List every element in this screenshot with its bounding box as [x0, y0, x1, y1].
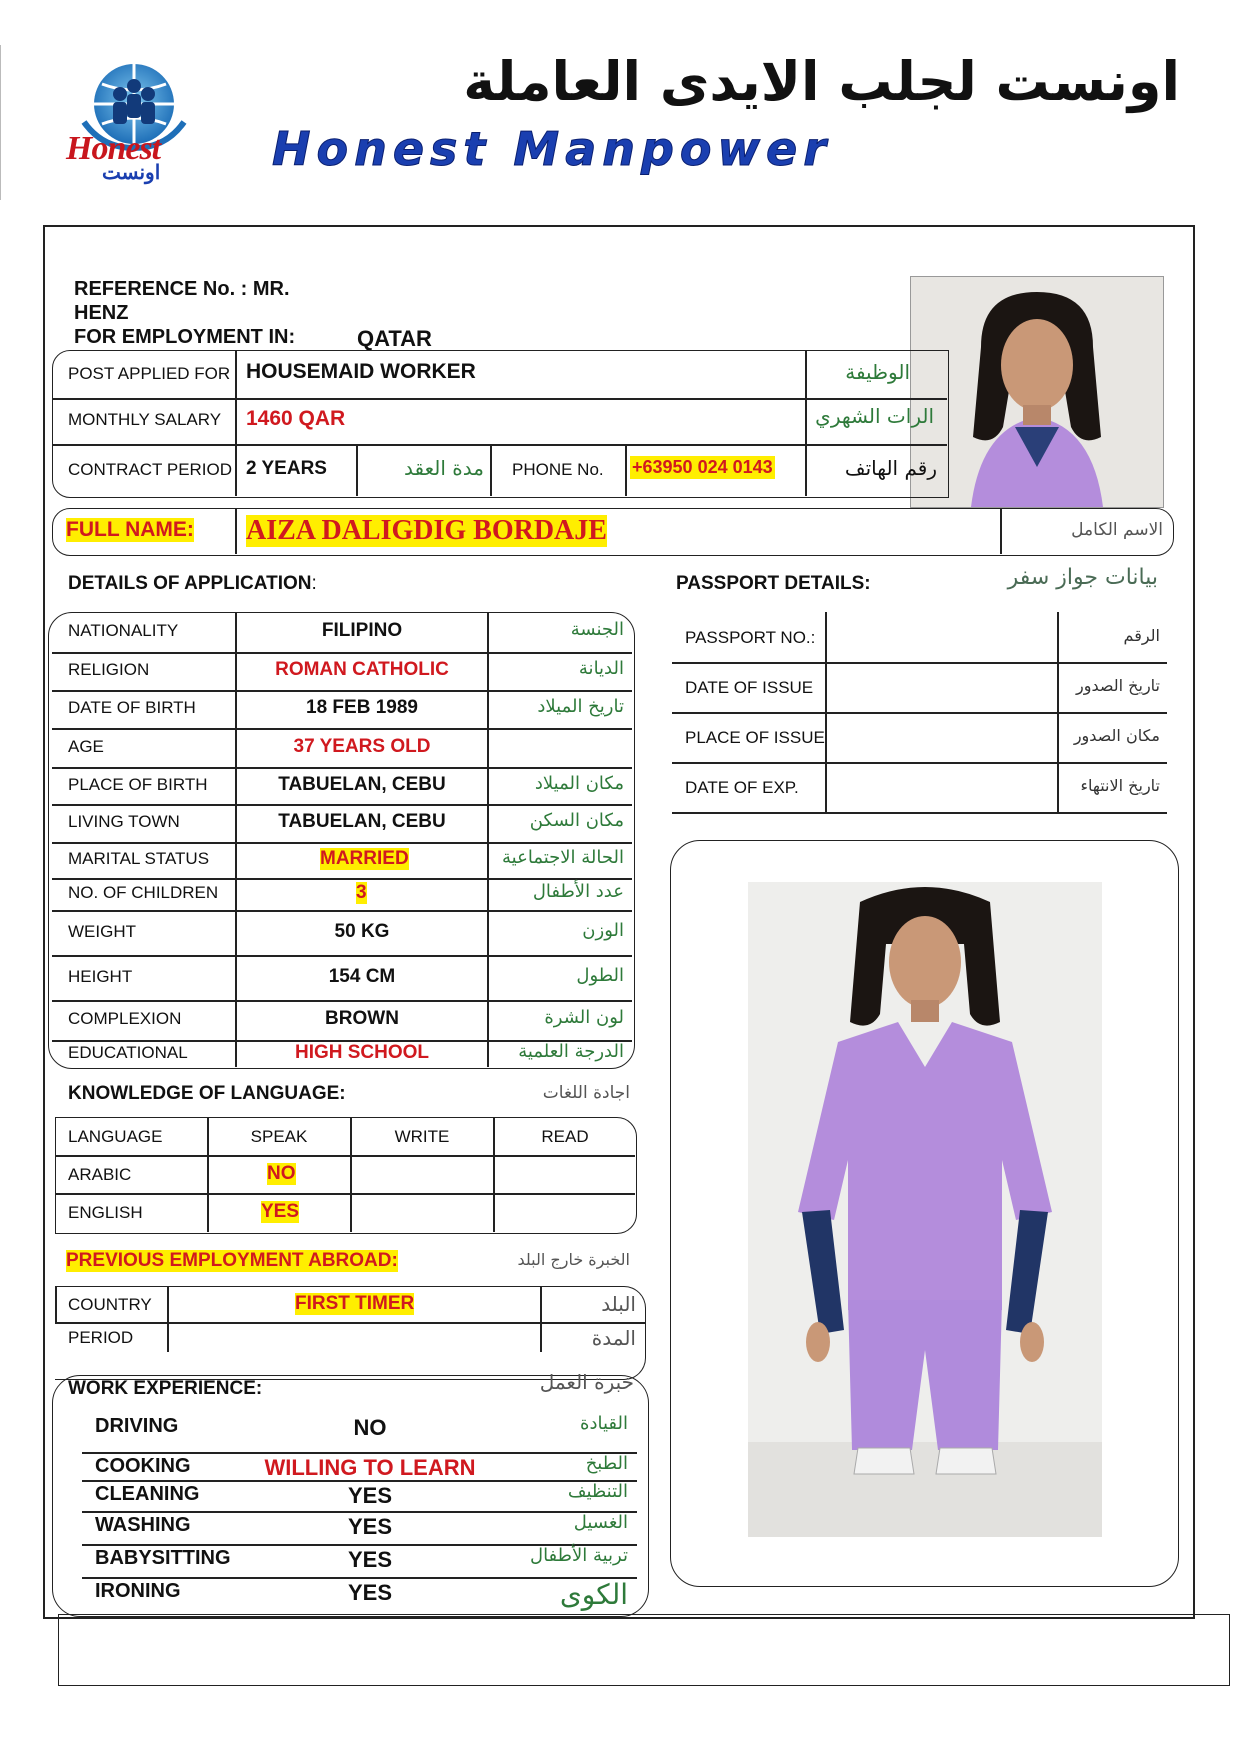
reference-line2: HENZ [74, 302, 129, 324]
country-value: FIRST TIMER [295, 1293, 415, 1314]
application-row-value: 37 YEARS OLD [293, 735, 431, 757]
application-row-value: HIGH SCHOOL [294, 1041, 430, 1063]
application-row-label: NO. OF CHILDREN [68, 883, 219, 902]
application-row-label: MARITAL STATUS [68, 849, 210, 868]
post-value: HOUSEMAID WORKER [246, 360, 476, 383]
company-logo [62, 62, 212, 187]
previous-employment-title: PREVIOUS EMPLOYMENT ABROAD: [66, 1250, 398, 1271]
passport-row-label: PASSPORT NO.: [685, 628, 816, 647]
language-row-speak: NO [267, 1163, 296, 1184]
post-label: POST APPLIED FOR [68, 364, 231, 383]
work-row-value: NO [353, 1415, 387, 1440]
passport-row-divider [672, 812, 1167, 814]
phone-arabic: رقم الهاتف [844, 456, 937, 480]
post-arabic: الوظيفة [845, 360, 910, 384]
application-row-value: MARRIED [320, 848, 409, 869]
application-row-arabic: الوزن [582, 919, 624, 941]
application-row-value: ROMAN CATHOLIC [275, 659, 449, 680]
passport-row-divider [672, 662, 1167, 664]
application-row-arabic: الديانة [578, 658, 624, 679]
application-row-label: PLACE OF BIRTH [68, 774, 208, 794]
application-row-arabic: مكان السكن [529, 810, 624, 831]
period-arabic: المدة [591, 1326, 636, 1350]
language-row-name: ARABIC [68, 1165, 132, 1184]
work-row-value: YES [347, 1514, 393, 1539]
work-row-arabic: الغسيل [573, 1512, 628, 1533]
work-row-label: DRIVING [95, 1415, 179, 1437]
application-row-label: HEIGHT [68, 966, 133, 986]
country-label: COUNTRY [68, 1295, 152, 1314]
language-header: LANGUAGE [68, 1127, 163, 1146]
application-row-divider [52, 1000, 632, 1002]
period-label: PERIOD [68, 1328, 134, 1347]
language-title-arabic: اجادة اللغات [542, 1083, 630, 1103]
work-row-label: BABYSITTING [95, 1547, 231, 1569]
application-row-divider [52, 767, 632, 769]
previous-employment-arabic: الخبرة خارج البلد [517, 1250, 630, 1269]
application-row-label: NATIONALITY [68, 621, 179, 640]
application-row-divider [52, 652, 632, 654]
application-title-text: DETAILS OF APPLICATION [68, 573, 312, 594]
full-name-value: AIZA DALIGDIG BORDAJE [246, 515, 607, 546]
application-row-label: LIVING TOWN [68, 812, 180, 831]
application-row-arabic: الدرجة العلمية [518, 1040, 624, 1062]
language-row-name: ENGLISH [68, 1203, 143, 1222]
work-row-value: YES [347, 1547, 393, 1572]
application-row-value: TABUELAN, CEBU [278, 773, 446, 795]
work-row-arabic: الطبخ [585, 1453, 628, 1474]
work-row-arabic: القيادة [580, 1413, 628, 1434]
application-row-value: BROWN [325, 1008, 399, 1029]
passport-title: PASSPORT DETAILS: [676, 573, 871, 594]
passport-row-arabic: الرقم [1123, 626, 1160, 645]
salary-label: MONTHLY SALARY [68, 410, 222, 429]
application-row-arabic: الجنسة [570, 619, 624, 640]
application-row-value: 154 CM [328, 965, 396, 987]
full-name-label: FULL NAME: [66, 518, 194, 541]
application-row-arabic: الطول [576, 964, 624, 986]
work-row-label: COOKING [95, 1455, 191, 1477]
application-row-value: 3 [356, 882, 367, 903]
phone-label: PHONE No. [512, 460, 604, 479]
salary-value: 1460 QAR [246, 407, 346, 430]
application-row-value: 18 FEB 1989 [306, 697, 418, 718]
full-body-photo [748, 882, 1102, 1537]
country-arabic: البلد [601, 1292, 636, 1316]
work-experience-title: WORK EXPERIENCE: [68, 1378, 263, 1399]
application-row-divider [52, 910, 632, 912]
application-row-arabic: عدد الأطفال [532, 881, 624, 902]
work-row-arabic: التنظيف [567, 1481, 628, 1502]
footer-box [58, 1614, 1230, 1686]
application-row-divider [52, 878, 632, 880]
application-row-divider [52, 842, 632, 844]
work-row-arabic: تربية الأطفال [529, 1545, 628, 1566]
application-row-divider [52, 955, 632, 957]
application-row-arabic: تاريخ الميلاد [537, 696, 624, 717]
language-header: WRITE [394, 1127, 450, 1146]
work-row-label: WASHING [95, 1514, 191, 1536]
passport-row-divider [672, 712, 1167, 714]
passport-row-label: DATE OF EXP. [685, 778, 799, 797]
logo-text: Honest [66, 130, 161, 167]
passport-row-label: DATE OF ISSUE [685, 678, 814, 697]
work-row-label: CLEANING [95, 1483, 200, 1505]
language-header: READ [541, 1127, 589, 1146]
application-row-label: COMPLEXION [68, 1009, 182, 1028]
contract-value: 2 YEARS [246, 458, 327, 479]
application-row-label: RELIGION [68, 660, 150, 679]
application-row-value: FILIPINO [321, 620, 403, 641]
language-header: SPEAK [250, 1127, 308, 1146]
passport-row-divider [672, 762, 1167, 764]
logo-arabic: اونست [102, 162, 161, 184]
application-row-divider [52, 728, 632, 730]
employment-country: QATAR [357, 326, 432, 351]
work-row-value: YES [347, 1483, 393, 1508]
phone-value: +63950 024 0143 [632, 457, 773, 477]
application-title-suffix: : [311, 573, 317, 594]
english-company-title: Honest Manpower [272, 122, 832, 176]
passport-row-arabic: تاريخ الصدور [1076, 676, 1160, 695]
application-row-arabic: لون الشرة [544, 1007, 624, 1028]
application-row-arabic: مكان الميلاد [534, 772, 624, 794]
application-row-value: TABUELAN, CEBU [278, 811, 446, 832]
application-row-divider [52, 804, 632, 806]
language-row-speak: YES [261, 1201, 300, 1222]
contract-arabic: مدة العقد [404, 456, 484, 480]
application-title [68, 573, 317, 595]
passport-row-label: PLACE OF ISSUE [685, 728, 825, 747]
work-row-value: WILLING TO LEARN [264, 1455, 476, 1480]
language-title: KNOWLEDGE OF LANGUAGE: [68, 1083, 346, 1104]
employment-label: FOR EMPLOYMENT IN: [74, 326, 296, 348]
left-margin-line [0, 45, 1, 200]
passport-row-arabic: تاريخ الانتهاء [1080, 776, 1160, 795]
application-row-label: DATE OF BIRTH [68, 698, 196, 717]
work-row-label: IRONING [95, 1580, 181, 1602]
work-experience-arabic: خبرة العمل [539, 1370, 634, 1394]
application-row-label: AGE [68, 736, 104, 756]
application-row-label: EDUCATIONAL [68, 1042, 188, 1062]
reference-line1: REFERENCE No. : MR. [74, 278, 290, 300]
salary-arabic: الرات الشهري [815, 404, 934, 428]
application-row-arabic: الحالة الاجتماعية [502, 847, 624, 868]
work-row-value: YES [347, 1580, 393, 1605]
application-row-value: 50 KG [334, 920, 390, 942]
arabic-company-title: اونست لجلب الايدى العاملة [463, 50, 1180, 113]
work-row-arabic: الكوى [559, 1578, 628, 1611]
passport-row-arabic: مكان الصدور [1073, 726, 1160, 745]
full-name-arabic: الاسم الكامل [1071, 520, 1163, 540]
application-row-divider [52, 690, 632, 692]
contract-label: CONTRACT PERIOD [68, 460, 233, 479]
passport-title-arabic: بيانات جواز سفر [1007, 565, 1158, 590]
application-row-label: WEIGHT [68, 921, 136, 941]
